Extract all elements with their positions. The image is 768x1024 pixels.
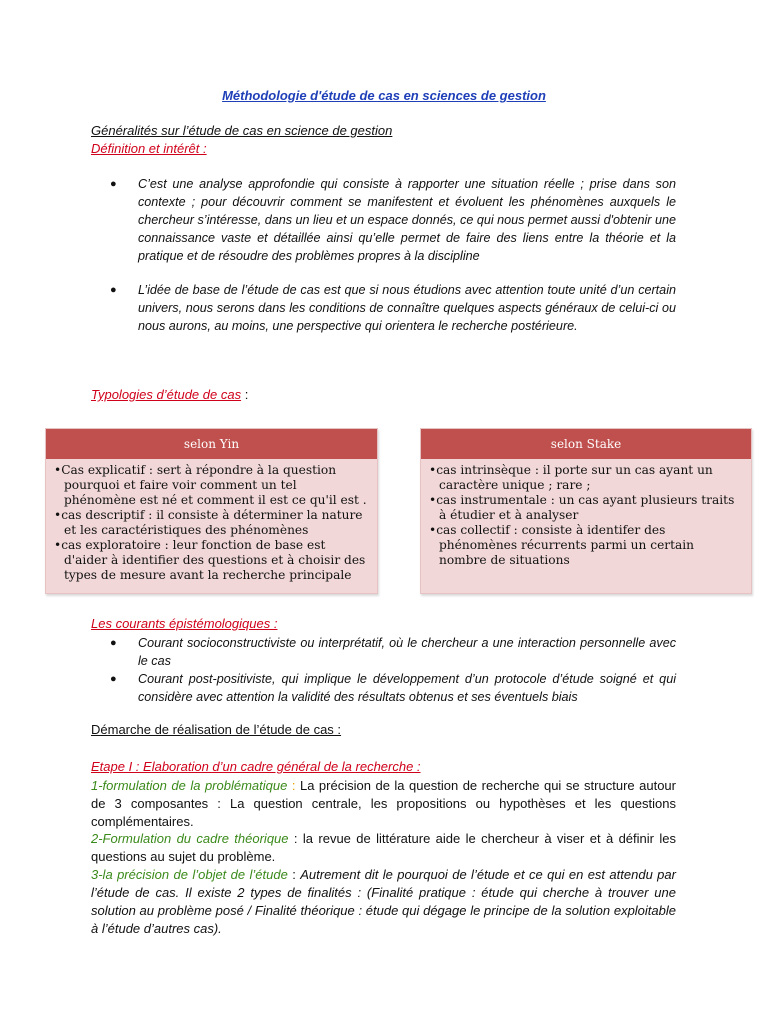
list-item: •cas intrinsèque : il porte sur un cas ayant un caractère unique ; rare ; (429, 463, 713, 492)
step-label: 3-la précision de l’objet de l’étude (91, 867, 288, 882)
list-item: •cas instrumentale : un cas ayant plusieurs traits à étudier et à analyser (429, 493, 735, 522)
list-item (110, 175, 676, 265)
definition-heading: Définition et intérêt : (91, 141, 207, 156)
document-title: Méthodologie d'étude de cas en sciences de gestion (222, 88, 546, 103)
step-label: 2-Formulation du cadre théorique (91, 831, 289, 846)
definition-bullet-text: C’est une analyse approfondie qui consiste à rapporter une situation réelle ; prise dans son contexte ; pour découvrir comment se manifestent et évoluent les phénomènes auxquels le chercheur s’intéresse, dans un lieu et un espace donnés, ce qui nous permet aussi d'obtenir une connaissance vaste et détaillée ainsi qu’elle permet de faire des liens entre la théorie et la pratique et de résoudre des problèmes propres à la discipline (138, 177, 676, 263)
list-item: •cas exploratoire : leur fonction de base est d'aider à identifier des questions et à choisir des types de mesure avant la recherche principale (54, 538, 366, 582)
step-paragraph (91, 830, 676, 866)
step-separator: : (287, 867, 301, 882)
bullet-icon: ● (110, 178, 117, 190)
bullet-icon: ● (110, 284, 117, 296)
definition-bullet-text: L’idée de base de l’étude de cas est que si nous étudions avec attention toute unité d’un certain univers, nous serons dans les conditions de connaître quelques aspects généraux de celui-ci ou nous aurons, au moins, une perspective qui orientera le recherche postérieure. (138, 283, 676, 333)
list-item: •Cas explicatif : sert à répondre à la question pourquoi et faire voir comment un tel phénomène est né et comment il est ce qu'il est . (54, 463, 367, 507)
typology-box-stake-body (421, 459, 751, 568)
list-item (110, 634, 676, 670)
step-separator: : (288, 831, 303, 846)
typologies-colon: : (241, 387, 249, 402)
demarche-heading: Démarche de réalisation de l’étude de cas : (91, 722, 342, 737)
typologies-heading-line (91, 387, 248, 402)
list-item (110, 670, 676, 706)
step-text: la revue de littérature aide le chercheur à viser et à définir les questions au sujet du problème. (91, 831, 676, 864)
step-paragraph (91, 866, 676, 938)
step-text: Autrement dit le pourquoi de l’étude et ce qui en est attendu par l’étude de cas. Il existe 2 types de finalités : (Finalité pratique : étude qui cherche à trouver une solution au problème posé / Finalité théorique : étude qui dégage le principe de la solution exploitable à l’étude d’autres cas). (91, 867, 676, 936)
list-item: •cas collectif : consiste à identifer des phénomènes récurrents parmi un certain nombre de situations (429, 523, 695, 567)
typology-box-stake-header: selon Stake (421, 429, 751, 459)
list-item (110, 281, 676, 335)
etape-heading: Etape I : Elaboration d’un cadre général de la recherche : (91, 759, 421, 774)
typologies-heading: Typologies d’étude de cas (91, 387, 242, 402)
courant-bullet-text: Courant socioconstructiviste ou interprétatif, où le chercheur a une interaction personnelle avec le cas (138, 636, 676, 668)
bullet-icon: ● (110, 673, 117, 685)
step-label: 1-formulation de la problématique (91, 778, 288, 793)
generalites-heading: Généralités sur l’étude de cas en science de gestion (91, 123, 393, 138)
bullet-icon: ● (110, 637, 117, 649)
typology-box-yin-body (46, 459, 377, 583)
typology-box-yin (45, 428, 378, 594)
step-paragraph (91, 777, 676, 831)
step-separator: : (287, 778, 300, 793)
courant-bullet-text: Courant post-positiviste, qui implique le développement d’un protocole d’étude soigné et qui considère avec attention la validité des résultats obtenus et ses éventuels biais (138, 672, 676, 704)
list-item: •cas descriptif : il consiste à déterminer la nature et les caractéristiques des phénomènes (54, 508, 363, 537)
courants-heading: Les courants épistémologiques : (91, 616, 278, 631)
typology-box-stake (420, 428, 752, 594)
step-text: La précision de la question de recherche qui se structure autour de 3 composantes : La question centrale, les propositions ou hypothèses et les questions complémentaires. (91, 778, 676, 829)
typology-box-yin-header: selon Yin (46, 429, 377, 459)
